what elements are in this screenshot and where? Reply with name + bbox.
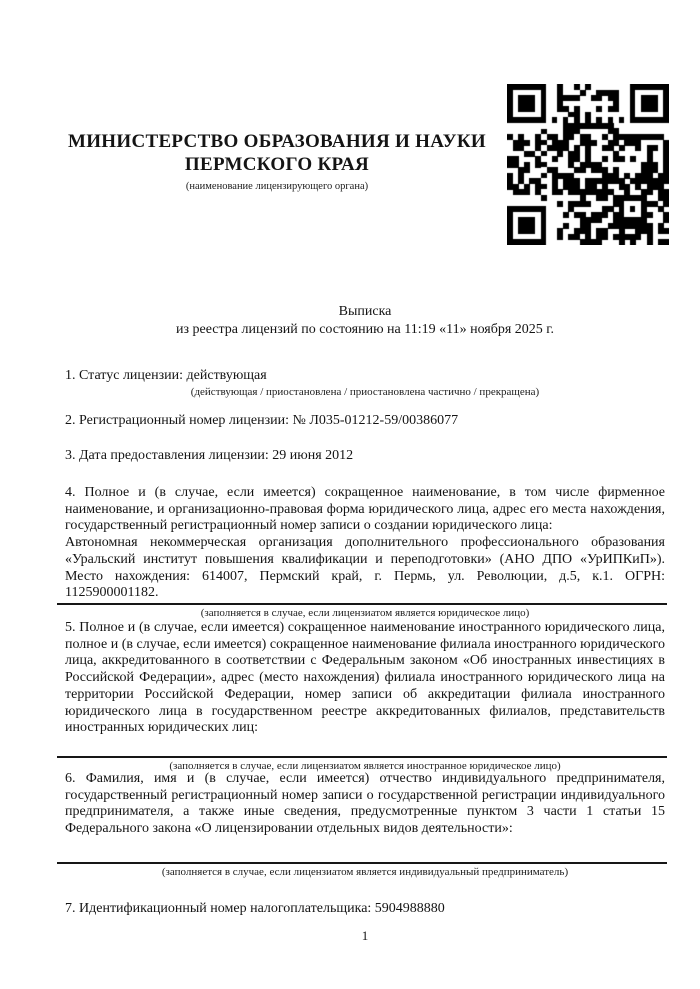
document-title bbox=[65, 303, 665, 339]
foreign-entity-caption: (заполняется в случае, если лицензиатом является иностранное юридическое лицо) bbox=[169, 759, 561, 772]
legal-entity-answer: Автономная некоммерческая организация дополнительного профессионального образования «Уральский институт повышения квалификации и переподготовки» (АНО ДПО «УрИПКиП»). Место нахождения: 614007, Пермский край, г. Пермь, ул. Революции, д.5, к.1. ОГРН: 1125900001182. bbox=[65, 535, 665, 601]
legal-entity-fill-line bbox=[57, 603, 667, 605]
taxpayer-number-text: 7. Идентификационный номер налогоплательщика: 5904988880 bbox=[65, 901, 445, 916]
item-license-status bbox=[65, 368, 665, 399]
qr-code-icon bbox=[507, 84, 669, 245]
item-registration-number bbox=[65, 413, 665, 430]
individual-entrepreneur-caption: (заполняется в случае, если лицензиатом является индивидуальный предприниматель) bbox=[161, 865, 569, 878]
document-title-line2: из реестра лицензий по состоянию на 11:19 «11» ноября 2025 г. bbox=[176, 322, 554, 337]
ministry-name-line2: ПЕРМСКОГО КРАЯ bbox=[184, 154, 370, 175]
licensing-authority-header bbox=[65, 130, 489, 193]
document-title-line1: Выписка bbox=[338, 304, 392, 319]
licensing-authority-caption: (наименование лицензирующего органа) bbox=[185, 181, 369, 192]
registration-number-text: 2. Регистрационный номер лицензии: № Л035-01212-59/00386077 bbox=[65, 413, 459, 428]
item-foreign-entity bbox=[65, 620, 665, 773]
item-legal-entity bbox=[65, 485, 665, 620]
page-number: 1 bbox=[361, 928, 369, 943]
license-status-text: 1. Статус лицензии: действующая bbox=[65, 368, 267, 383]
legal-entity-caption: (заполняется в случае, если лицензиатом является юридическое лицо) bbox=[200, 606, 530, 619]
individual-entrepreneur-fill-line bbox=[57, 862, 667, 864]
item-individual-entrepreneur bbox=[65, 771, 665, 879]
license-status-options-caption: (действующая / приостановлена / приостановлена частично / прекращена) bbox=[190, 385, 540, 398]
legal-entity-question: 4. Полное и (в случае, если имеется) сокращенное наименование, в том числе фирменное наименование, и организационно-правовая форма юридического лица, адрес его места нахождения, государственный регистрационный номер записи о создании юридического лица: bbox=[65, 485, 665, 534]
item-grant-date bbox=[65, 448, 665, 465]
ministry-name-line1: МИНИСТЕРСТВО ОБРАЗОВАНИЯ И НАУКИ bbox=[67, 131, 487, 152]
foreign-entity-fill-line bbox=[57, 756, 667, 758]
foreign-entity-question: 5. Полное и (в случае, если имеется) сокращенное наименование иностранного юридического лица, полное и (в случае, если имеется) сокращенное наименование филиала иностранного юридического лица, аккредитованного в соответствии с Федеральным законом «Об иностранных инвестициях в Российской Федерации», адрес (место нахождения) филиала иностранного юридического лица на территории Российской Федерации, номер записи об аккредитации филиала иностранного юридического лица в государственном реестре аккредитованных филиалов, представительств иностранных юридических лиц: bbox=[65, 620, 665, 736]
individual-entrepreneur-question: 6. Фамилия, имя и (в случае, если имеется) отчество индивидуального предпринимателя, государственный регистрационный номер записи о государственной регистрации индивидуального предпринимателя, а также иные сведения, предусмотренные пунктом 3 части 1 статьи 15 Федерального закона «О лицензировании отдельных видов деятельности»: bbox=[65, 771, 665, 837]
grant-date-text: 3. Дата предоставления лицензии: 29 июня 2012 bbox=[65, 448, 354, 463]
item-taxpayer-number bbox=[65, 901, 665, 918]
